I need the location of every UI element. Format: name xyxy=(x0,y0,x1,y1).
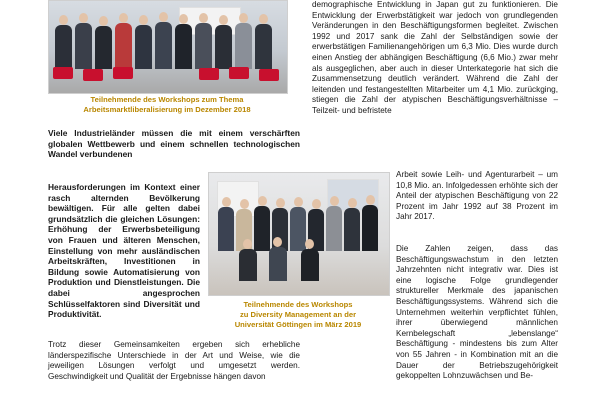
person-head xyxy=(330,196,339,206)
person-head xyxy=(259,14,268,24)
red-chair xyxy=(53,67,73,79)
person-head xyxy=(273,237,282,247)
person-head xyxy=(276,198,285,208)
person xyxy=(301,249,319,281)
red-chair xyxy=(259,69,279,81)
person xyxy=(195,23,212,69)
person-head xyxy=(348,198,357,208)
person-head xyxy=(179,14,188,24)
photo2-caption-line2: zu Diversity Management an der xyxy=(239,310,357,319)
person-head xyxy=(258,196,267,206)
person xyxy=(155,22,172,69)
person-head xyxy=(239,13,248,23)
person-head xyxy=(199,13,208,23)
person xyxy=(269,247,287,281)
red-chair xyxy=(83,69,103,81)
person-head xyxy=(243,239,252,249)
red-chair xyxy=(229,67,249,79)
person xyxy=(344,208,360,251)
photo1-caption xyxy=(48,95,286,115)
right-paragraph-bottom: Die Zahlen zeigen, dass das Beschäftigungswachstum in den letzten Jahrzehnten nicht integrativ war. Dies ist eine logische Folge grundlegender struktureller Merkmale des japanischen Beschäftigungssystems. Während sich die Unternehmen weiterhin verpflichtet fühlen, ihrer überwiegend männlichen Kernbelegschaft „lebenslange“ Beschäftigung - mindestens bis zum Alter von 55 Jahren - in Kombination mit an die Dauer der Betriebszugehörigkeit gekoppelten Lohnzuwächsen und Be- xyxy=(396,244,558,381)
photo1-caption-line1: Teilnehmende des Workshops zum Thema xyxy=(90,95,244,104)
person xyxy=(235,23,252,69)
body-paragraph-bottom: Trotz dieser Gemeinsamkeiten ergeben sich erhebliche länderspezifische Unterschiede in der Art und Weise, wie die jeweiligen Lösungen verfolgt und umgesetzt werden. Geschwindigkeit und Qualität der Ergebnisse hängen davon xyxy=(48,340,300,381)
right-paragraph-mid: Arbeit sowie Leih- und Agenturarbeit – um 10,8 Mio. an. Infolgedessen erhöhte sich der Anteil der atypischen Beschäftigung von 22 Prozent im Jahr 1992 auf 38 Prozent im Jahr 2017. xyxy=(396,170,558,222)
intro-paragraph-top: Viele Industrieländer müssen die mit einem verschärften globalen Wettbewerb und einem schnellen technologischen Wandel verbundenen xyxy=(48,128,300,160)
person-head xyxy=(305,239,314,249)
person xyxy=(175,24,192,69)
person xyxy=(290,207,306,251)
person-head xyxy=(366,195,375,205)
workshop-photo-december-2018 xyxy=(48,0,288,94)
photo2-caption xyxy=(208,300,388,330)
photo1-caption-line2: Arbeitsmarktliberalisierung im Dezember 2018 xyxy=(83,105,251,114)
person xyxy=(326,206,342,251)
person-head xyxy=(119,13,128,23)
person xyxy=(239,249,257,281)
right-paragraph-top: demographische Entwicklung in Japan gut zu funktionieren. Die Entwicklung der Erwerbstätigkeit war jedoch von grundlegenden Veränderungen in den Beschäftigungsformen begleitet. Zwischen 1992 und 2017 sank die Zahl der Selbständigen sowie der erwerbstätigen Familienangehörigen um 6,3 Mio. Dies wurde durch einen Anstieg der abhängigen Beschäftigung (6,6 Mio.) zwar mehr als ausgeglichen, aber auch in dieser Unterkategorie hat sich die Zusammensetzung deutlich verändert. Während die Zahl der leitenden und festangestellten Mitarbeiter um 4,1 Mio. zurückging, stiegen die Zahl der atypischen Beschäftigungsverhältnisse – Teilzeit- und befristete xyxy=(312,0,558,115)
person xyxy=(55,25,72,69)
person xyxy=(254,206,270,251)
person-head xyxy=(159,12,168,22)
photo2-caption-line1: Teilnehmende des Workshops xyxy=(243,300,353,309)
person-head xyxy=(79,13,88,23)
person-head xyxy=(219,15,228,25)
person xyxy=(362,205,378,251)
photo2-caption-line3: Universität Göttingen im März 2019 xyxy=(234,320,362,329)
person-head xyxy=(59,15,68,25)
person xyxy=(215,25,232,69)
person-head xyxy=(294,197,303,207)
person-head xyxy=(222,197,231,207)
person xyxy=(95,26,112,69)
person xyxy=(135,25,152,69)
workshop-photo-march-2019 xyxy=(208,172,390,296)
person-head xyxy=(99,16,108,26)
person xyxy=(115,23,132,69)
person-head xyxy=(240,199,249,209)
person-head xyxy=(139,15,148,25)
person xyxy=(255,24,272,69)
person xyxy=(75,23,92,69)
person xyxy=(218,207,234,251)
person-head xyxy=(312,199,321,209)
intro-paragraph-left: Herausforderungen im Kontext einer rasch alternden Bevölkerung bewältigen. Für alle gelten dabei grundsätzlich die gleichen Lösungen: Erhöhung der Erwerbsbeteiligung von Frauen und älteren Menschen, Einstellung von mehr ausländischen Arbeitskräften, Investitionen in Bildung sowie Automatisierung von Produktion und Dienstleistungen. Die dabei angesprochen Schlüsselfaktoren sind Diversität und Produktivität. xyxy=(48,182,200,320)
red-chair xyxy=(199,68,219,80)
red-chair xyxy=(113,67,133,79)
